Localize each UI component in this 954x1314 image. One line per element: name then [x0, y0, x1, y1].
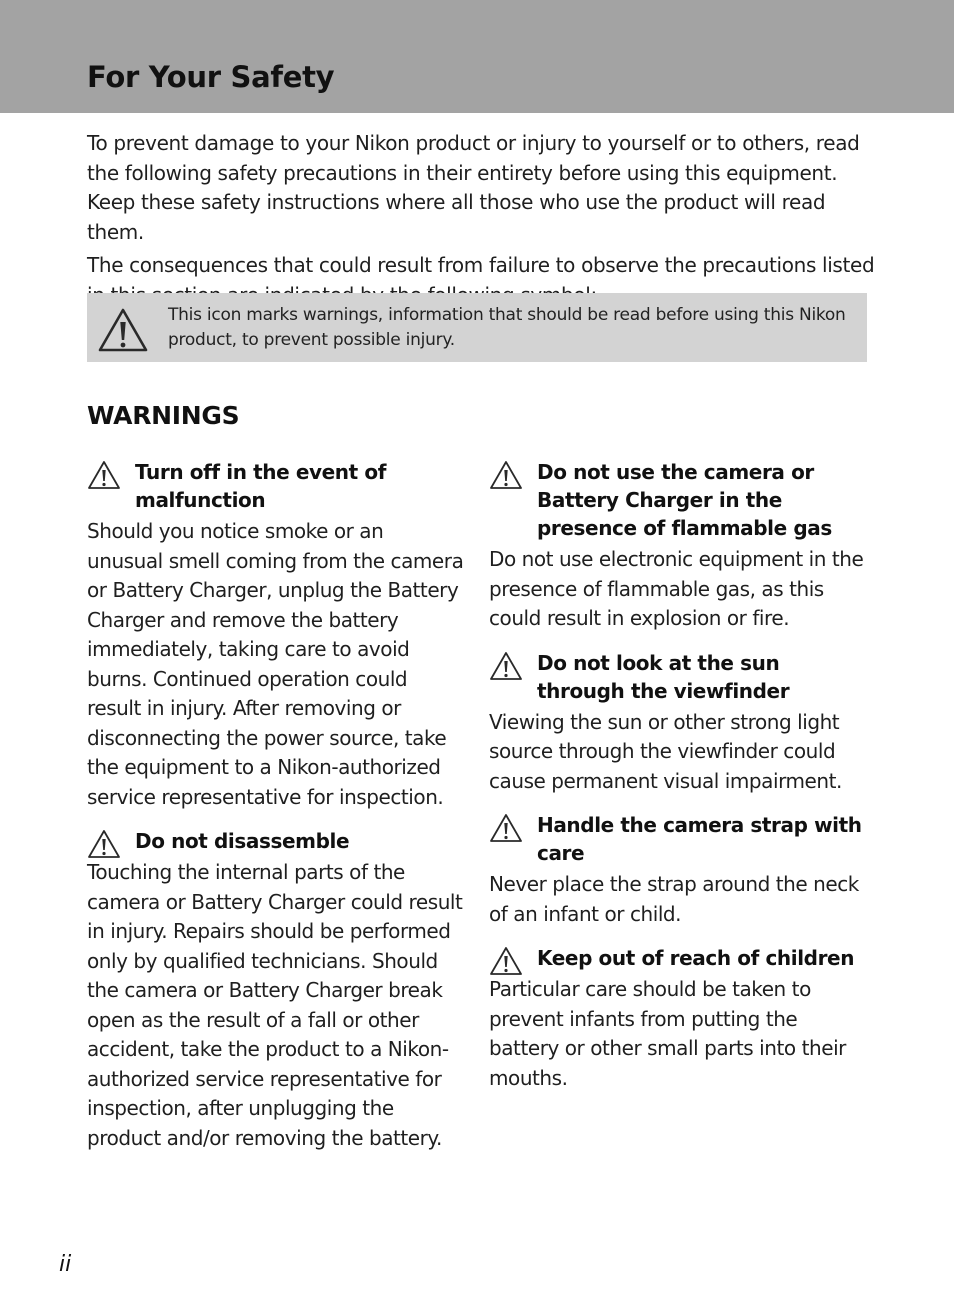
warnings-column-right	[489, 458, 867, 1108]
warning-triangle-icon	[97, 307, 149, 353]
warning-body: Particular care should be taken to prevent infants from putting the battery or other small parts into their mouths.	[489, 977, 846, 1090]
warning-body: Viewing the sun or other strong light source through the viewfinder could cause permanent visual impairment.	[489, 709, 842, 793]
warning-item	[87, 827, 465, 1153]
warning-item	[87, 458, 465, 812]
warning-body: Do not use electronic equipment in the presence of flammable gas, as this could result in explosion or fire.	[489, 547, 864, 630]
warning-triangle-icon	[489, 946, 523, 976]
warning-body: Never place the strap around the neck of an infant or child.	[489, 872, 859, 926]
warning-title	[489, 649, 867, 705]
warning-item	[489, 458, 867, 634]
page-number: ii	[59, 1252, 72, 1277]
page-title: For Your Safety	[87, 60, 335, 94]
warning-body: Should you notice smoke or an unusual smell coming from the camera or Battery Charger, unplug the Battery Charger and remove the battery immediately, taking care to avoid burns. Continued operation could result in injury. After removing or disconnecting the power source, take the equipment to a Nikon-authorized service representative for inspection.	[87, 519, 464, 809]
warning-title	[87, 458, 465, 514]
warning-item	[489, 811, 867, 929]
warnings-column-left	[87, 458, 465, 1168]
warnings-heading: WARNINGS	[87, 401, 240, 430]
notice-text: This icon marks warnings, information that should be read before using this Nikon product, to prevent possible injury.	[168, 305, 846, 350]
warning-title	[489, 811, 867, 867]
warning-triangle-icon	[489, 651, 523, 681]
warning-title	[489, 458, 867, 542]
warning-title	[87, 827, 465, 855]
symbol-notice-box	[87, 293, 867, 362]
warning-title-text: Keep out of reach of children	[537, 946, 855, 970]
warning-title-text: Do not look at the sun through the viewfinder	[537, 650, 790, 703]
intro-section	[87, 129, 877, 314]
intro-paragraph: To prevent damage to your Nikon product or injury to yourself or to others, read the following safety precautions in their entirety before using this equipment. Keep these safety instructions where all those who use the product will read them.	[87, 131, 860, 244]
warning-title-text: Do not disassemble	[135, 829, 350, 853]
warning-body: Touching the internal parts of the camera or Battery Charger could result in injury. Repairs should be performed only by qualified technicians. Should the camera or Battery Charger break open as the result of a fall or other accident, take the product to a Nikon-authorized service representative for inspection, after unplugging the product and/or removing the battery.	[87, 860, 463, 1150]
header-bar	[0, 0, 954, 113]
warning-item	[489, 944, 867, 1093]
warning-triangle-icon	[87, 460, 121, 490]
warning-triangle-icon	[489, 813, 523, 843]
warning-triangle-icon	[489, 460, 523, 490]
warning-triangle-icon	[87, 829, 121, 859]
intro-paragraph: The consequences that could result from failure to observe the precautions listed	[87, 253, 875, 277]
warning-title-text: Turn off in the event of malfunction	[135, 460, 387, 512]
warning-title-text: Handle the camera strap with care	[537, 813, 862, 865]
warning-title-text: Do not use the camera or Battery Charger in the presence of flammable gas	[537, 460, 832, 540]
warning-item	[489, 649, 867, 797]
warning-title	[489, 944, 867, 972]
